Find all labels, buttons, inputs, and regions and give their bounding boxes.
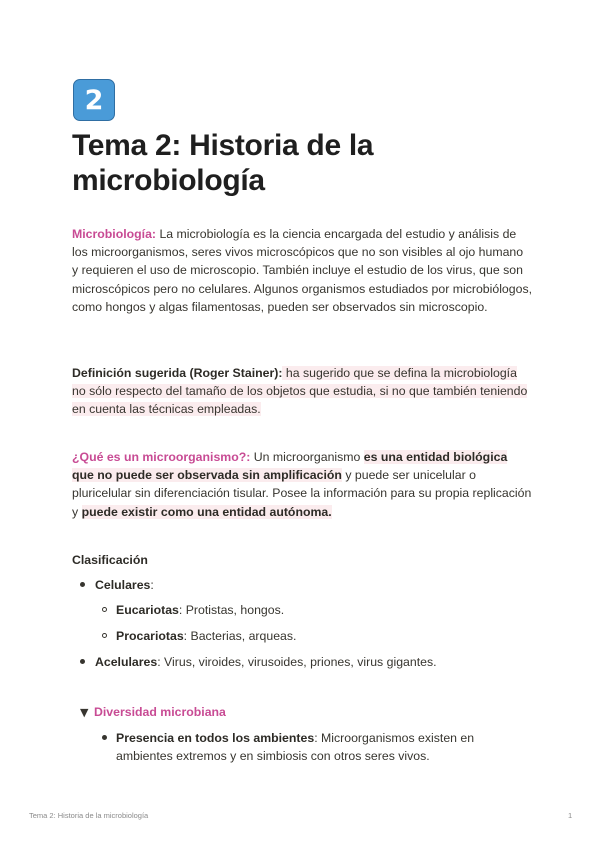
procariotas-label: Procariotas: [116, 629, 184, 643]
eucariotas-label: Eucariotas: [116, 603, 179, 617]
microorganismo-bold-2: puede existir como una entidad autónoma.: [81, 504, 332, 519]
microorganismo-bold-1: es una entidad biológica que no puede ser observada sin amplificación: [72, 450, 508, 483]
list-item-procariotas: [116, 627, 296, 645]
toggle-triangle-icon[interactable]: ▼: [80, 706, 89, 719]
microorganismo-text-2: y puede ser unicelular o pluricelular sin diferenciación tisular. Posee la información para su propia replicación y: [72, 468, 532, 519]
paragraph-microbiologia: [72, 225, 532, 316]
section-heading-clasificacion: Clasificación: [72, 553, 148, 567]
toggle-diversidad-microbiana[interactable]: Diversidad microbiana: [94, 705, 226, 719]
ambientes-text-2: ambientes extremos y en simbiosis con otros seres vivos.: [116, 749, 430, 763]
ambientes-text-1: : Microorganismos existen en: [314, 731, 475, 745]
definicion-text: ha sugerido que se defina la microbiología no sólo respecto del tamaño de los objetos que estudia, si no que también teniendo en cuenta las técnicas empleadas.: [72, 366, 528, 417]
list-item-acelulares: [95, 653, 437, 671]
microbiologia-text: La microbiología es la ciencia encargada del estudio y análisis de los microorganismos, seres vivos microscópicos que no son visibles al ojo humano y requieren el uso de microscopio. También incluye el estudio de los virus, que son microscópicos pero no celulares. Algunos organismos estudiados por microbiólogos, como hongos y algas filamentosas, pueden ser observados sin microscopio.: [72, 227, 533, 314]
term-microorganismo: ¿Qué es un microorganismo?:: [72, 450, 251, 464]
celulares-label: Celulares: [95, 578, 151, 592]
bullet-circle-icon: [102, 607, 107, 612]
bullet-disc-icon: [80, 582, 85, 587]
page-title: Tema 2: Historia de la microbiología: [72, 129, 374, 197]
eucariotas-text: : Protistas, hongos.: [178, 603, 285, 617]
keycap-digit: 2: [84, 84, 104, 116]
acelulares-label: Acelulares: [95, 655, 158, 669]
footer-title: Tema 2: Historia de la microbiología: [29, 811, 149, 820]
list-item-celulares: [95, 576, 154, 594]
paragraph-definicion: [72, 364, 532, 419]
term-definicion: Definición sugerida (Roger Stainer):: [72, 366, 283, 380]
acelulares-text: : Virus, viroides, virusoides, priones, virus gigantes.: [157, 655, 437, 669]
keycap-digit-two-icon: [73, 79, 115, 121]
paragraph-microorganismo: [72, 448, 532, 521]
bullet-circle-icon: [102, 633, 107, 638]
list-item-ambientes: [116, 729, 496, 747]
footer-page-number: 1: [568, 811, 573, 820]
term-microbiologia: Microbiología:: [72, 227, 157, 241]
ambientes-label: Presencia en todos los ambientes: [116, 731, 315, 745]
bullet-disc-icon: [80, 659, 85, 664]
procariotas-text: : Bacterias, arqueas.: [183, 629, 297, 643]
microorganismo-text-1: Un microorganismo: [250, 450, 364, 464]
bullet-disc-icon: [102, 735, 107, 740]
list-item-eucariotas: [116, 601, 284, 619]
celulares-colon: :: [150, 578, 154, 592]
